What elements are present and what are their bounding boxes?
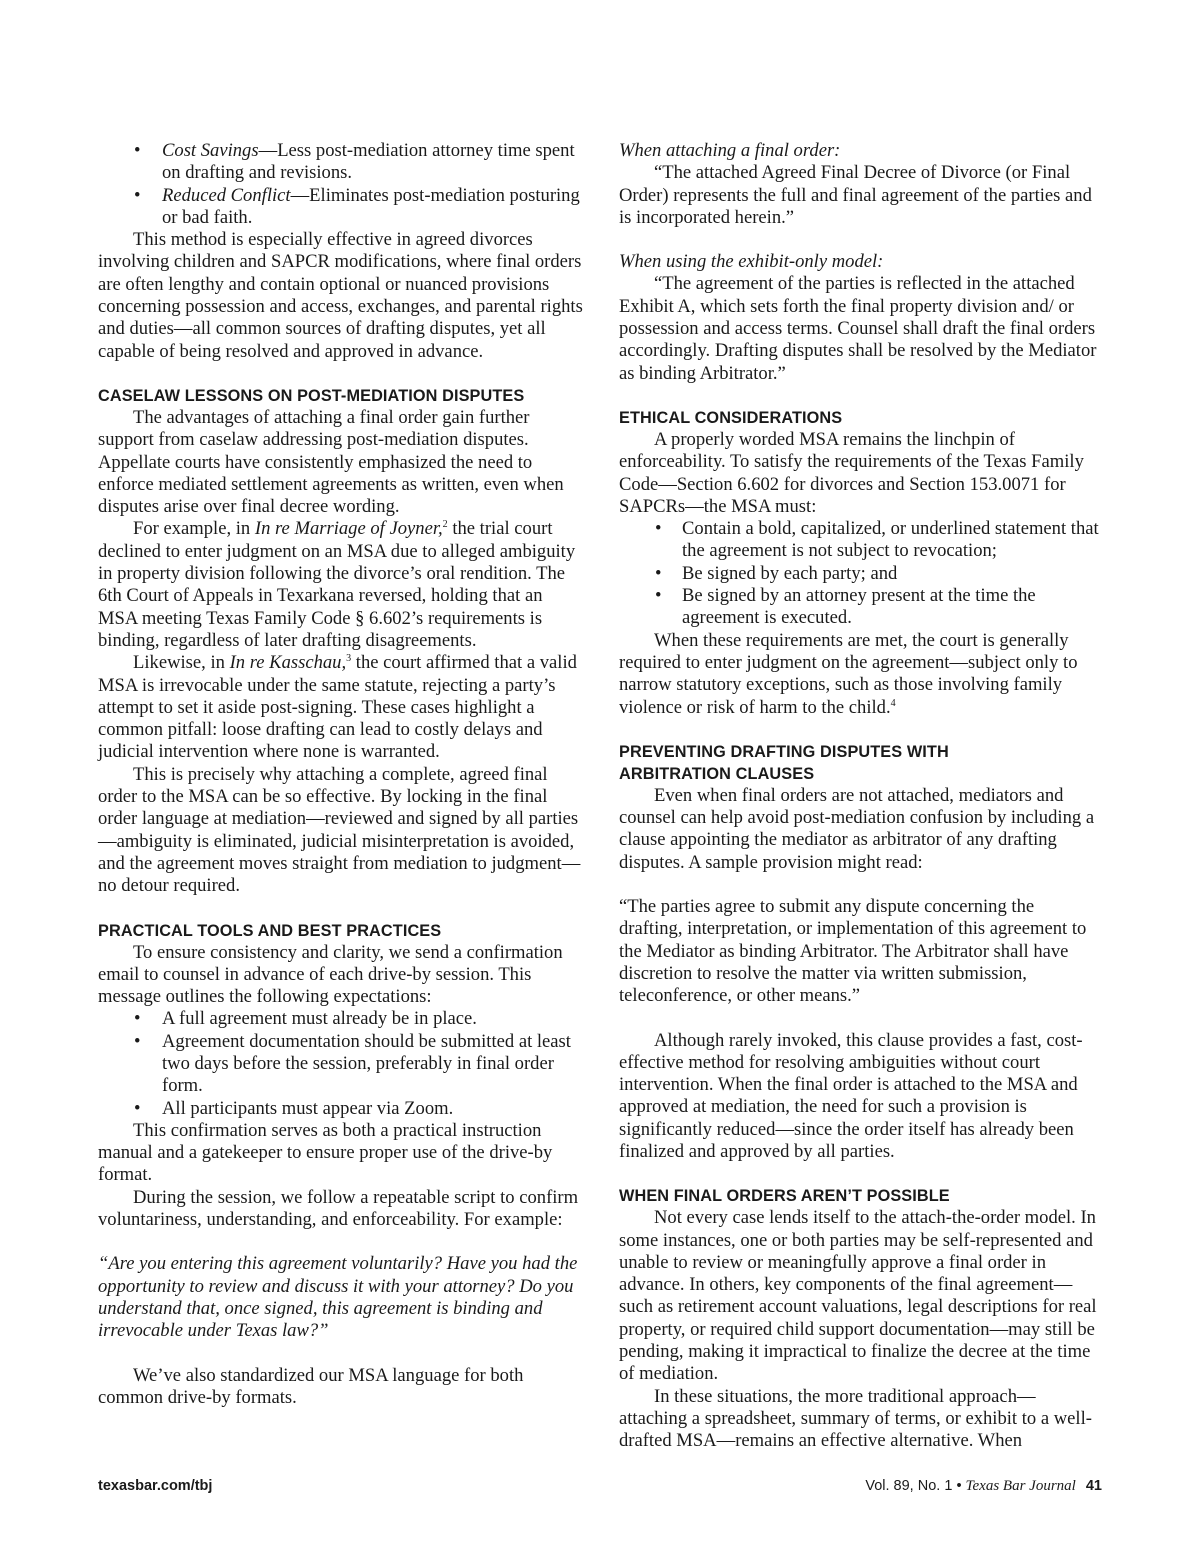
page-number: 41 (1085, 1478, 1102, 1494)
separator-bullet: • (956, 1478, 962, 1494)
paragraph: A properly worded MSA remains the linchpin of enforceability. To satisfy the requirements of the Texas Family Code—Section 6.602 for divorces and Section 153.0071 for SAPCRs—the MSA must: (619, 428, 1084, 517)
case-name: In re Marriage of Joyner, (254, 518, 443, 540)
expectations-list (98, 1008, 584, 1119)
footnote-ref: 3 (346, 653, 352, 665)
journal-name: Texas Bar Journal (965, 1478, 1076, 1494)
paragraph (98, 652, 584, 763)
section-heading: ETHICAL CONSIDERATIONS (619, 408, 843, 427)
text-run: the court affirmed that a valid MSA is irrevocable under the same statute, rejecting a party’s attempt to set it aside post-signing. These cases highlight a common pitfall: loose drafting can lead to costly delays and judicial intervention where none is warranted. (98, 652, 577, 763)
heading-line: ARBITRATION CLAUSES (619, 764, 815, 783)
footer-url[interactable]: texasbar.com/tbj (98, 1478, 213, 1494)
footnote-ref: 2 (442, 519, 448, 531)
label-text: When attaching a final order: (619, 140, 841, 161)
quote-text: “Are you entering this agreement voluntarily? Have you had the opportunity to review and discuss it with your attorney? Do you understand that, once signed, this agreement is binding and irrevocable under Texas law?” (98, 1253, 578, 1342)
paragraph: This method is especially effective in agreed divorces involving children and SAPCR modifications, where final orders are often lengthy and contain optional or nuanced provisions concerning possession and access, exchanges, and parental rights and duties—all common sources of drafting disputes, yet all capable of being resolved and approved in advance. (98, 229, 583, 362)
heading-line: PREVENTING DRAFTING DISPUTES WITH (619, 742, 949, 761)
paragraph: During the session, we follow a repeatable script to confirm voluntariness, understanding, and enforceability. For example: (98, 1186, 579, 1231)
list-item: • Contain a bold, capitalized, or underlined statement that the agreement is not subject to revocation; (619, 518, 1102, 563)
right-column (619, 140, 1102, 1453)
paragraph (619, 630, 1102, 719)
paragraph: Not every case lends itself to the attach-the-order model. In some instances, one or both parties may be self-represented and unable to review or meaningfully approve a final order in advance. In others, key components of the final agreement—such as retirement account valuations, legal descriptions for real property, or required child support documentation—may still be pending, making it impractical to finalize the decree at the time of mediation. (619, 1207, 1097, 1385)
paragraph: We’ve also standardized our MSA language for both common drive-by formats. (98, 1364, 524, 1408)
label-text: When using the exhibit-only model: (619, 251, 884, 273)
sample-provision: “The parties agree to submit any dispute concerning the drafting, interpretation, or implementation of this agreement to the Mediator as binding Arbitrator. The Arbitrator shall have discretion to resolve the matter via written submission, teleconference, or other means.” (619, 896, 1087, 1007)
paragraph (98, 518, 584, 652)
requirements-list (619, 518, 1102, 629)
model-label (619, 251, 1102, 273)
footnote-ref: 4 (890, 697, 896, 709)
bullet-text: —Eliminates post-mediation posturing or bad faith. (162, 184, 580, 228)
section-heading (619, 741, 1102, 785)
list-item (98, 185, 584, 230)
msa-quote: “The agreement of the parties is reflected in the attached Exhibit A, which sets forth the final property division and/ or possession and access terms. Counsel shall draft the final orders accordingly. Drafting disputes shall be resolved by the Mediator as binding Arbitrator.” (619, 273, 1097, 384)
paragraph: This is precisely why attaching a complete, agreed final order to the MSA can be so effective. By locking in the final order language at mediation—reviewed and signed by all parties—ambiguity is eliminated, judicial misinterpretation is avoided, and the agreement moves straight from mediation to judgment—no detour required. (98, 763, 581, 897)
bullet-text: —Less post-mediation attorney time spent on drafting and revisions. (162, 140, 575, 184)
paragraph: Although rarely invoked, this clause provides a fast, cost-effective method for resolving ambiguities without court intervention. When the final order is attached to the MSA and approved at mediation, the need for such a provision is significantly reduced—since the order itself has already been finalized and approved by all parties. (619, 1029, 1083, 1162)
list-item: • Be signed by an attorney present at the time the agreement is executed. (619, 585, 1102, 630)
list-item: • All participants must appear via Zoom. (98, 1098, 584, 1120)
text-run: Likewise, in (133, 652, 230, 674)
section-heading: CASELAW LESSONS ON POST-MEDIATION DISPUTES (98, 386, 525, 405)
list-item: • A full agreement must already be in place. (98, 1008, 584, 1030)
footer-issue (865, 1478, 1102, 1495)
paragraph: Even when final orders are not attached, mediators and counsel can help avoid post-mediation confusion by including a clause appointing the mediator as arbitrator of any drafting disputes. A sample provision might read: (619, 784, 1095, 873)
text-run: the trial court declined to enter judgment on an MSA due to alleged ambiguity in property division following the divorce’s oral rendition. The 6th Court of Appeals in Texarkana reversed, holding that an MSA meeting Texas Family Code § 6.602’s requirements is binding, regardless of later drafting disagreements. (98, 518, 576, 651)
section-heading: PRACTICAL TOOLS AND BEST PRACTICES (98, 921, 442, 940)
bullet-term: Cost Savings (162, 140, 259, 161)
left-column (98, 140, 584, 1409)
bullet-term: Reduced Conflict (162, 184, 291, 206)
paragraph: The advantages of attaching a final order gain further support from caselaw addressing post-mediation disputes. Appellate courts have consistently emphasized the need to enforce mediated settlement agreements as written, even when disputes arise over final decree wording. (98, 406, 564, 518)
paragraph: In these situations, the more traditional approach—attaching a spreadsheet, summary of terms, or exhibit to a well-drafted MSA—remains an effective alternative. When (619, 1385, 1092, 1452)
case-name: In re Kasschau, (229, 652, 347, 674)
list-item (98, 140, 584, 185)
paragraph: This confirmation serves as both a practical instruction manual and a gatekeeper to ensure proper use of the drive-by format. (98, 1119, 553, 1186)
text-run: When these requirements are met, the court is generally required to enter judgment on the agreement—subject only to narrow statutory exceptions, such as those involving family violence or risk of harm to the child. (619, 629, 1078, 718)
volume-label: Vol. 89, No. 1 (865, 1478, 953, 1494)
script-quote (98, 1253, 584, 1342)
text-run: For example, in (133, 518, 255, 540)
list-item: • Be signed by each party; and (619, 563, 1102, 585)
model-label (619, 140, 1102, 162)
benefits-list (98, 140, 584, 229)
section-heading: WHEN FINAL ORDERS AREN’T POSSIBLE (619, 1187, 950, 1206)
paragraph: To ensure consistency and clarity, we send a confirmation email to counsel in advance of each drive-by session. This message outlines the following expectations: (98, 941, 563, 1008)
list-item: • Agreement documentation should be submitted at least two days before the session, preferably in final order form. (98, 1031, 584, 1098)
msa-quote: “The attached Agreed Final Decree of Divorce (or Final Order) represents the full and final agreement of the parties and is incorporated herein.” (619, 162, 1092, 228)
